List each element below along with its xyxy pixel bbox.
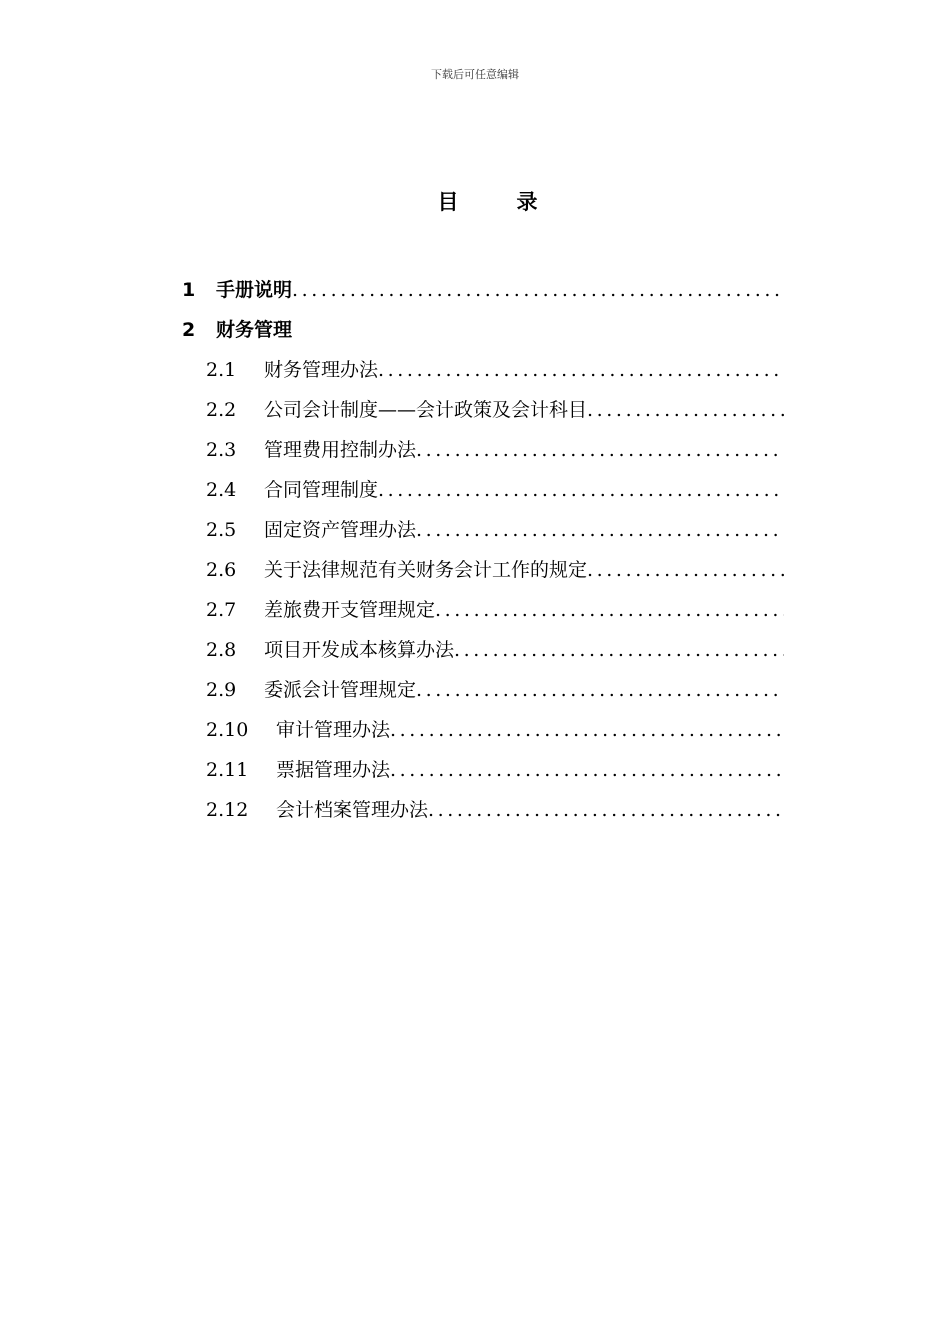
toc-entry[interactable] — [182, 630, 784, 670]
toc-entry-label: 项目开发成本核算办法 — [264, 639, 455, 661]
toc-entry[interactable] — [182, 790, 784, 830]
toc-entry[interactable] — [182, 270, 784, 310]
dot-leader — [378, 350, 784, 390]
toc-entry-number: 2.4 — [206, 479, 237, 501]
toc-entry-label: 差旅费开支管理规定 — [264, 599, 436, 621]
header-note: 下载后可任意编辑 — [431, 68, 519, 81]
toc-entry-label: 公司会计制度——会计政策及会计科目 — [264, 399, 588, 421]
toc-title-char: 录 — [516, 190, 538, 214]
toc-entry-number: 2.12 — [206, 799, 249, 821]
dot-leader — [390, 750, 784, 790]
toc-entry-label: 委派会计管理规定 — [264, 679, 417, 701]
toc-entry[interactable] — [182, 310, 784, 350]
dot-leader — [587, 390, 784, 430]
toc-entry-label: 财务管理办法 — [264, 359, 379, 381]
toc-entry-number: 2.3 — [206, 439, 237, 461]
toc-entry[interactable] — [182, 670, 784, 710]
toc-entry-label: 管理费用控制办法 — [264, 439, 417, 461]
toc-title — [0, 186, 950, 216]
dot-leader — [292, 270, 784, 310]
dot-leader — [416, 510, 784, 550]
toc-entry-number: 1 — [182, 279, 196, 301]
toc-entry-number: 2.11 — [206, 759, 249, 781]
toc-entry[interactable] — [182, 390, 784, 430]
toc-entry-number: 2.9 — [206, 679, 237, 701]
toc-entry-label: 财务管理 — [216, 319, 293, 341]
dot-leader — [390, 710, 784, 750]
toc-entry-label: 票据管理办法 — [276, 759, 391, 781]
toc-list — [182, 270, 784, 830]
toc-entry[interactable] — [182, 510, 784, 550]
toc-entry[interactable] — [182, 550, 784, 590]
toc-entry-number: 2.10 — [206, 719, 249, 741]
toc-entry-number: 2.8 — [206, 639, 237, 661]
toc-entry-number: 2.7 — [206, 599, 237, 621]
toc-entry-label: 固定资产管理办法 — [264, 519, 417, 541]
toc-entry-number: 2.5 — [206, 519, 237, 541]
toc-entry-number: 2.1 — [206, 359, 237, 381]
toc-entry-number: 2 — [182, 319, 196, 341]
toc-title-char: 目 — [437, 190, 459, 214]
toc-entry-number: 2.2 — [206, 399, 237, 421]
toc-entry[interactable] — [182, 710, 784, 750]
dot-leader — [416, 430, 784, 470]
toc-entry[interactable] — [182, 590, 784, 630]
toc-entry-label: 手册说明 — [216, 279, 293, 301]
dot-leader — [416, 670, 784, 710]
toc-entry-label: 关于法律规范有关财务会计工作的规定 — [264, 559, 588, 581]
dot-leader — [428, 790, 784, 830]
toc-entry[interactable] — [182, 350, 784, 390]
dot-leader — [435, 590, 784, 630]
toc-entry-number: 2.6 — [206, 559, 237, 581]
dot-leader — [454, 630, 784, 670]
toc-entry[interactable] — [182, 430, 784, 470]
toc-entry-label: 合同管理制度 — [264, 479, 379, 501]
toc-entry[interactable] — [182, 470, 784, 510]
toc-entry-label: 审计管理办法 — [276, 719, 391, 741]
toc-entry-label: 会计档案管理办法 — [276, 799, 429, 821]
dot-leader — [378, 470, 784, 510]
dot-leader — [587, 550, 784, 590]
toc-entry[interactable] — [182, 750, 784, 790]
